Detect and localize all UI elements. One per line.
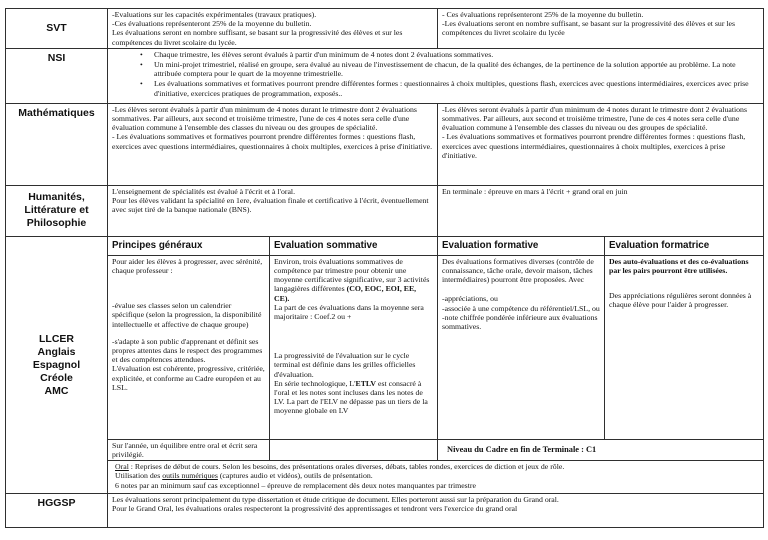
llcer-label-line: LLCER	[39, 332, 74, 345]
svt-mid-cell	[108, 9, 438, 49]
row-llcer-oral	[6, 461, 764, 494]
column-header-principes: Principes généraux	[108, 236, 270, 255]
svt-right-line: - Ces évaluations représenteront 25% de la moyenne du bulletin.	[442, 10, 644, 19]
llcer-label-line: AMC	[44, 384, 69, 397]
math-right-paragraph: -Les élèves seront évalués à partir d'un minimum de 4 notes durant le trimestre dont 2 évaluations sommatives. Par ailleurs, aux second et troisième trimestre, l'une de ces 4 notes sera celle d'une évaluation commune à l'ensemble des classes du niveau ou des groupes de spécialité.	[442, 104, 747, 133]
sommative-paragraph	[274, 257, 433, 303]
sommative-paragraph: La part de ces évaluations dans la moyenne sera majoritaire : Coef.2 ou +	[274, 302, 424, 322]
svt-right-line: -Les évaluations seront en nombre suffisant, se basant sur la progressivité des élèves et sur les compétences du livret scolaire du lycée	[442, 19, 736, 38]
bullet-icon: •	[140, 49, 143, 59]
formative-paragraph: -associée à une compétence du référentiel/LSL, ou	[442, 303, 600, 313]
llcer-principes-cell	[108, 255, 270, 439]
nsi-bullet-text: Les évaluations sommatives et formatives pourront prendre différentes formes : questionnaires à choix multiples, questions flash, exercices avec questions intermédiaires, exercices avec prise d'initiative, exercices pratiques de programmation, exposés..	[154, 79, 749, 98]
svt-right-cell	[438, 9, 764, 49]
subject-label-nsi: NSI	[6, 48, 108, 103]
oral-underlined-term: outils numériques	[162, 471, 218, 481]
humanites-mid-line: Pour les élèves validant la spécialité en 1ere, évaluation finale et certificative à l'écrit, éventuellement avec sujet tiré de la banque nationale (BNS).	[112, 196, 429, 215]
bullet-icon: •	[140, 79, 143, 89]
llcer-oral-ecrit-cell	[108, 439, 270, 460]
llcer-formative-cell	[438, 255, 605, 439]
row-llcer-footer	[6, 439, 764, 460]
llcer-label-line: Anglais	[37, 345, 76, 358]
subject-label-humanites: Humanités, Littérature et Philosophie	[6, 185, 108, 236]
oral-text: Utilisation des	[115, 471, 163, 481]
sommative-text: Environ, trois évaluations sommatives de compétence par trimestre pour obtenir une moyenne certificative significative, sur 3 activités langagières différentes	[274, 256, 430, 294]
math-mid-paragraph: - Les évaluations sommatives et formatives pourront prendre différentes formes : questions flash, exercices avec questions intermédiaires, questionnaires à choix multiples, exercices à prise d'initiative.	[112, 132, 433, 151]
row-llcer-headers	[6, 236, 764, 255]
principes-paragraph: -évalue ses classes selon un calendrier spécifique (selon la progression, la disponibilité intellectuelle et affective de chaque groupe)	[112, 301, 262, 329]
row-svt	[6, 9, 764, 49]
row-humanites	[6, 185, 764, 236]
svt-mid-line: -Evaluations sur les capacités expérimentales (travaux pratiques).	[112, 10, 317, 19]
math-right-cell	[438, 103, 764, 185]
humanites-right-cell	[438, 185, 764, 236]
principes-paragraph: Pour aider les élèves à progresser, avec sérénité, chaque professeur :	[112, 256, 263, 276]
column-header-formative: Evaluation formative	[438, 236, 605, 255]
llcer-empty-cell	[270, 439, 438, 460]
math-right-paragraph: - Les évaluations sommatives et formatives pourront prendre différentes formes : questions flash, exercices avec questions intermédiaires, questionnaires à choix multiples, exercices à prise d'initiative.	[442, 132, 746, 160]
nsi-bullet-item	[112, 79, 759, 97]
row-math	[6, 103, 764, 185]
oral-line	[115, 471, 759, 480]
llcer-sommative-cell	[270, 255, 438, 439]
humanites-mid-cell	[108, 185, 438, 236]
hggsp-line: Les évaluations seront principalement du type dissertation et étude critique de document. Elles porteront aussi sur la préparation du Grand oral.	[112, 495, 559, 505]
subject-label-math: Mathématiques	[6, 103, 108, 185]
oral-line: 6 notes par an minimum sauf cas exceptionnel – épreuve de remplacement dès deux notes manquantes par trimestre	[115, 480, 476, 490]
llcer-formatrice-cell	[605, 255, 764, 439]
sommative-bold-text: (CO, EOC, EOI, EE, CE).	[274, 284, 417, 303]
row-llcer-content	[6, 255, 764, 439]
llcer-label-line: Espagnol	[32, 358, 81, 371]
oral-text: : Reprises de début de cours. Selon les besoins, des présentations orales diverses, débats, tables rondes, exercices de diction et jeux de rôle.	[128, 462, 565, 472]
oral-underlined-label: Oral	[115, 462, 129, 472]
row-hggsp	[6, 494, 764, 528]
sommative-text: En série technologique, L'	[274, 378, 356, 388]
formative-paragraph: -note chiffrée pondérée inférieure aux évaluations sommatives.	[442, 312, 598, 332]
sommative-paragraph: La progressivité de l'évaluation sur le cycle terminal est définie dans les grilles officielles d'évaluation.	[274, 351, 416, 379]
hggsp-line: Pour le Grand Oral, les évaluations orales respecteront la progressivité des apprentissages et tendront vers l'exercice du grand oral	[112, 504, 518, 514]
humanites-mid-line: L'enseignement de spécialités est évalué à l'écrit et à l'oral.	[112, 186, 296, 196]
nsi-bullet-item	[112, 50, 759, 59]
formatrice-paragraph: Des appréciations régulières seront données à chaque élève pour l'aider à progresser.	[609, 291, 752, 310]
formative-paragraph: Des évaluations formatives diverses (contrôle de connaissance, tâche orale, devoir maison, tâches intermédiaires) pourront être proposées. Avec	[442, 256, 594, 285]
sommative-paragraph	[274, 379, 433, 416]
llcer-niveau-cadre-cell: Niveau du Cadre en fin de Terminale : C1	[438, 439, 764, 460]
svt-mid-line: Les évaluations seront en nombre suffisant, se basant sur la progressivité des élèves et sur les compétences du livret scolaire du lycée.	[112, 28, 403, 47]
sommative-text: est consacré à l'oral et les notes sont incluses dans les notes de LV. La part de l'ELV ne dépasse pas un tiers de la moyenne globale en LV	[274, 378, 428, 416]
math-mid-paragraph: -Les élèves seront évalués à partir d'un minimum de 4 notes durant le trimestre dont 2 évaluations sommatives. Par ailleurs, aux second et troisième trimestre, l'une de ces 4 notes sera celle d'une évaluation commune à l'ensemble des classes du niveau ou des groupes de spécialité.	[112, 104, 417, 133]
nsi-bullet-item	[112, 60, 759, 78]
principes-paragraph: -s'adapte à son public d'apprenant et définit ses propres attentes dans le respect des programmes et des compétences attendues.	[112, 336, 263, 365]
oral-ecrit-text: Sur l'année, un équilibre entre oral et écrit sera privilégié.	[112, 440, 258, 460]
subject-label-llcer	[6, 236, 108, 493]
sommative-bold-text: ETLV	[355, 378, 377, 388]
nsi-bullet-text: Un mini-projet trimestriel, réalisé en groupe, sera évalué au niveau de l'investissement de chacun, de la qualité des échanges, de la pertinence de la solution apportée au problème. La note attribuée comptera pour le quart de la moyenne trimestrielle.	[154, 60, 736, 79]
formatrice-paragraph-bold: Des auto-évaluations et des co-évaluations par les pairs pourront être utilisées.	[609, 256, 749, 276]
humanites-right-line: En terminale : épreuve en mars à l'écrit + grand oral en juin	[442, 186, 628, 196]
nsi-bullet-text: Chaque trimestre, les élèves seront évalués à partir d'un minimum de 4 notes dont 2 évaluations sommatives.	[154, 49, 494, 59]
bullet-icon: •	[140, 60, 143, 70]
subject-label-hggsp: HGGSP	[6, 494, 108, 528]
principes-paragraph: L'évaluation est cohérente, progressive, critériée, explicitée, et conforme au Cadre européen et au LSL.	[112, 364, 265, 392]
oral-line	[115, 462, 759, 471]
column-header-formatrice: Evaluation formatrice	[605, 236, 764, 255]
hggsp-cell	[108, 494, 764, 528]
column-header-sommative: Evaluation sommative	[270, 236, 438, 255]
svt-mid-line: -Ces évaluations représenteront 25% de la moyenne du bulletin.	[112, 19, 312, 29]
nsi-cell	[108, 48, 764, 103]
math-mid-cell	[108, 103, 438, 185]
subject-label-svt: SVT	[6, 9, 108, 49]
evaluation-policy-table	[5, 8, 764, 528]
oral-text: (captures audio et vidéos), outils de présentation.	[217, 471, 373, 481]
llcer-oral-row-cell	[108, 461, 764, 494]
llcer-label-line: Créole	[40, 371, 73, 384]
row-nsi	[6, 48, 764, 103]
formative-paragraph: -appréciations, ou	[442, 294, 498, 304]
